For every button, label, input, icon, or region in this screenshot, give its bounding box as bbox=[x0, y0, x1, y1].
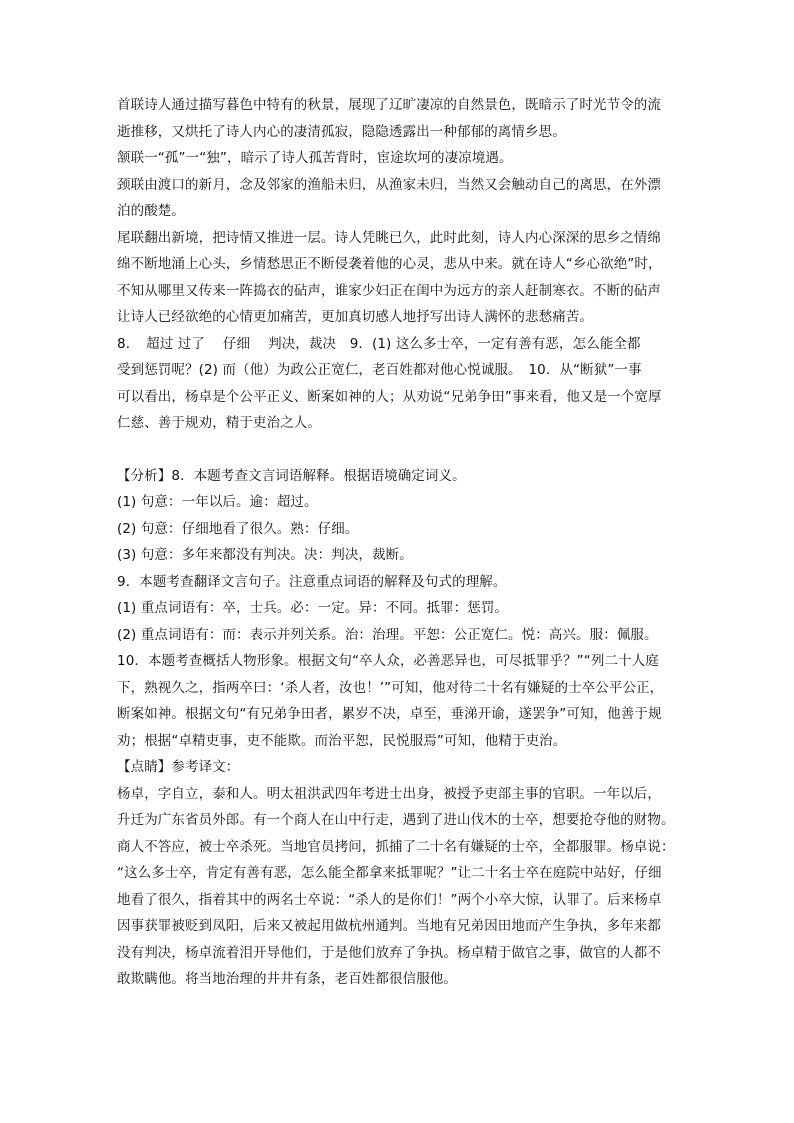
text-line: 杨卓，字自立，泰和人。明太祖洪武四年考进士出身，被授予吏部主事的官职。一年以后， bbox=[117, 785, 661, 802]
text-line: 【点睛】参考译文： bbox=[117, 759, 240, 775]
text-line: 绵不断地涌上心头，乡情愁思正不断侵袭着他的心灵，悲从中来。就在诗人“乡心欲绝”时， bbox=[117, 256, 662, 272]
text-line: 颈联由渡口的新月，念及邻家的渔船未归，从渔家未归，当然又会触动自己的离思，在外漂 bbox=[117, 176, 661, 193]
text-line: 没有判决，杨卓流着泪开导他们，于是他们放弃了争执。杨卓精于做官之事，做官的人都不 bbox=[117, 944, 661, 961]
text-line: 受到惩罚呢？(2) 而（他）为政公正宽仁，老百姓都对他心悦诚服。 10．从“断狱”一事 bbox=[117, 362, 642, 378]
text-line: 敢欺瞒他。将当地治理的井井有条，老百姓都很信服他。 bbox=[117, 971, 457, 987]
text-line: 断案如神。根据文句“有兄弟争田者，累岁不决，卓至，垂涕开谕，遂罢争”可知，他善于规 bbox=[117, 706, 662, 722]
text-line: 可以看出，杨卓是个公平正义、断案如神的人；从劝说“兄弟争田”事来看，他又是一个宽厚 bbox=[117, 388, 662, 405]
text-line: (1) 重点词语有：卒，士兵。必：一定。异：不同。抵罪：惩罚。 bbox=[117, 600, 509, 616]
text-line: 颔联一“孤”一“独”，暗示了诗人孤苦背时，宦途坎坷的凄凉境遇。 bbox=[117, 150, 513, 166]
text-line: “这么多士卒，肯定有善有恶，怎么能全都拿来抵罪呢？”让二十名士卒在庭院中站好，仔细 bbox=[117, 865, 662, 881]
text-line: 升迁为广东省员外郎。有一个商人在山中行走，遇到了进山伐木的士卒，想要抢夺他的财物。 bbox=[117, 812, 675, 828]
text-line: (1) 句意：一年以后。逾：超过。 bbox=[117, 494, 318, 510]
section-gap bbox=[117, 437, 677, 463]
text-line: 地看了很久，指着其中的两名士卒说：“杀人的是你们！”两个小卒大惊，认罪了。后来杨卓 bbox=[117, 891, 662, 908]
text-line: 逝推移，又烘托了诗人内心的凄清孤寂，隐隐透露出一种郁郁的离情乡思。 bbox=[117, 123, 566, 140]
text-line: 让诗人已经欲绝的心情更加痛苦，更加真切感人地抒写出诗人满怀的悲愁痛苦。 bbox=[117, 309, 593, 325]
text-line: 仁慈、善于规劝，精于吏治之人。 bbox=[117, 415, 321, 431]
text-line: 8． 超过 过了 仔细 判决，裁决 9．(1) 这么多士卒，一定有善有恶，怎么能全都 bbox=[117, 335, 641, 352]
text-line: 9．本题考查翻译文言句子。注意重点词语的解释及句式的理解。 bbox=[117, 573, 507, 590]
text-line: (3) 句意：多年来都没有判决。决：判决，裁断。 bbox=[117, 547, 413, 563]
text-line: 泊的酸楚。 bbox=[117, 203, 185, 219]
text-line: 【分析】8．本题考查文言词语解释。根据语境确定词义。 bbox=[117, 467, 466, 484]
text-line: 尾联翻出新境，把诗情又推进一层。诗人凭眺已久，此时此刻，诗人内心深深的思乡之情绵 bbox=[117, 229, 661, 246]
answer-section bbox=[117, 92, 677, 437]
text-line: 商人不答应，被士卒杀死。当地官员拷问，抓捕了二十名有嫌疑的士卒，全都服罪。杨卓说： bbox=[117, 838, 675, 855]
text-line: 下，熟视久之，指两卒曰：‘杀人者，汝也！’”可知，他对待二十名有嫌疑的士卒公平公正， bbox=[117, 679, 664, 696]
analysis-section bbox=[117, 463, 677, 993]
text-line: (2) 句意：仔细地看了很久。熟：仔细。 bbox=[117, 520, 359, 537]
text-line: 10．本题考查概括人物形象。根据文句“卒人众，必善恶异也，可尽抵罪乎？”“列二十人庭 bbox=[117, 653, 659, 669]
text-line: 劝；根据“卓精吏事，吏不能欺。而治平恕，民悦服焉”可知，他精于吏治。 bbox=[117, 732, 567, 749]
text-line: 首联诗人通过描写暮色中特有的秋景，展现了辽旷凄凉的自然景色，既暗示了时光节令的流 bbox=[117, 97, 661, 113]
text-line: (2) 重点词语有：而：表示并列关系。治：治理。平恕：公正宽仁。悦：高兴。服：佩服。 bbox=[117, 626, 658, 643]
document-page bbox=[117, 92, 677, 993]
text-line: 因事获罪被贬到凤阳，后来又被起用做杭州通判。当地有兄弟因田地而产生争执，多年来都 bbox=[117, 918, 661, 934]
text-line: 不知从哪里又传来一阵捣衣的砧声，谁家少妇正在闺中为远方的亲人赶制寒衣。不断的砧声 bbox=[117, 282, 661, 299]
